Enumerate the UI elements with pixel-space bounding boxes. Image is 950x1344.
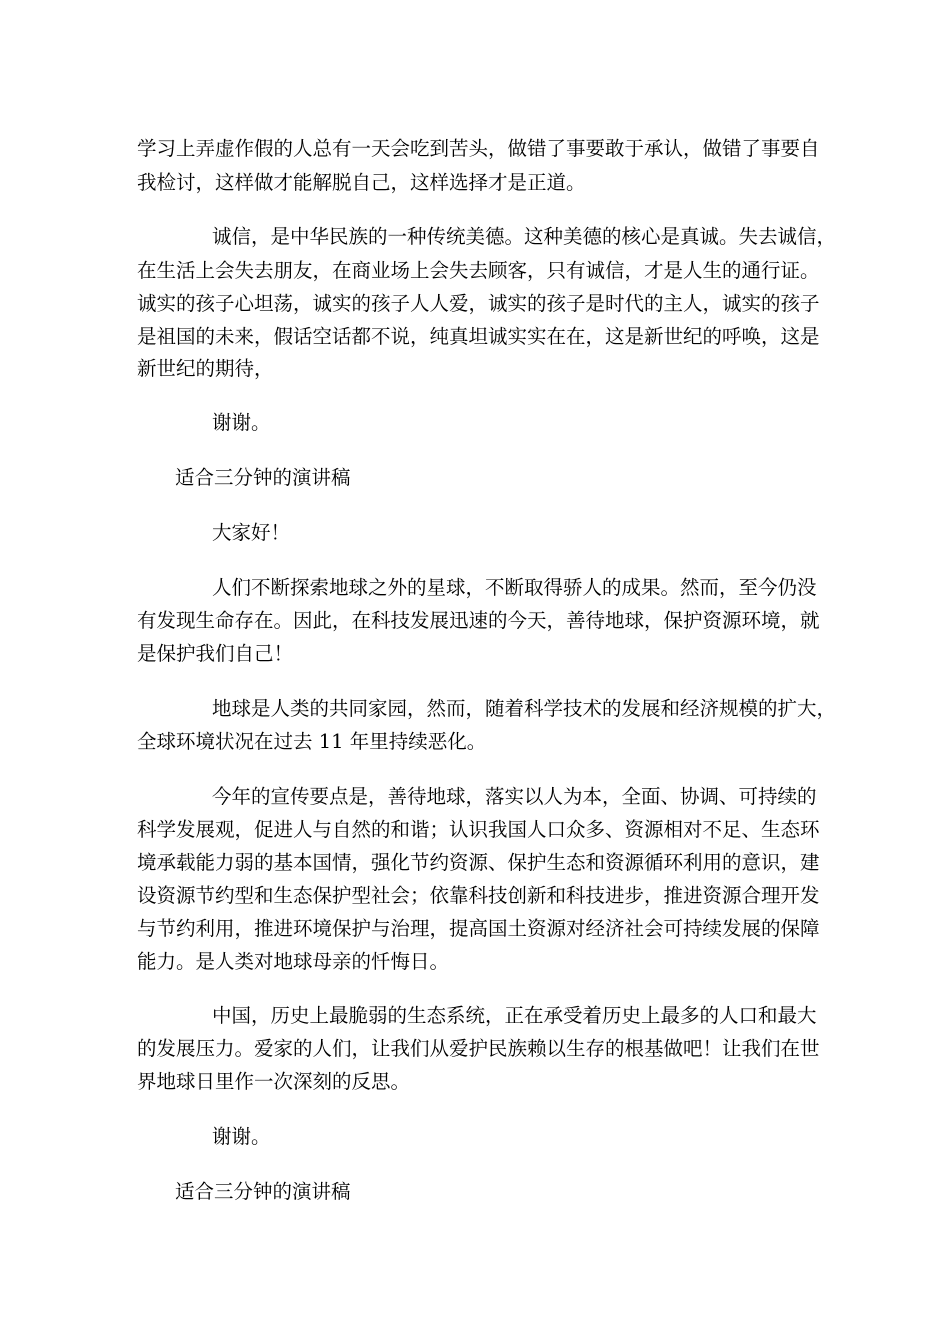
- paragraph-line: 与节约利用，推进环境保护与治理，提高国土资源对经济社会可持续发展的保障: [137, 917, 820, 940]
- paragraph-line: 科学发展观，促进人与自然的和谐；认识我国人口众多、资源相对不足、生态环: [137, 818, 820, 841]
- paragraph-line: 人们不断探索地球之外的星球，不断取得骄人的成果。然而，至今仍没: [212, 576, 817, 599]
- closing-thanks: 谢谢。: [212, 1125, 271, 1148]
- paragraph-line: 诚信，是中华民族的一种传统美德。这种美德的核心是真诚。失去诚信，: [212, 225, 837, 248]
- paragraph-line: 新世纪的期待，: [137, 357, 274, 380]
- paragraph-line: 能力。是人类对地球母亲的忏悔日。: [137, 950, 450, 973]
- paragraph-line: 诚实的孩子心坦荡，诚实的孩子人人爱，诚实的孩子是时代的主人，诚实的孩子: [137, 292, 820, 315]
- paragraph-line: 是祖国的未来，假话空话都不说，纯真坦诚实实在在，这是新世纪的呼唤，这是: [137, 325, 820, 348]
- paragraph-line: 有发现生命存在。因此，在科技发展迅速的今天，善待地球，保护资源环境，就: [137, 609, 820, 632]
- paragraph-line: 中国，历史上最脆弱的生态系统，正在承受着历史上最多的人口和最大: [212, 1004, 817, 1027]
- paragraph-line: 的发展压力。爱家的人们，让我们从爱护民族赖以生存的根基做吧！让我们在世: [137, 1037, 820, 1060]
- paragraph-line: 全球环境状况在过去 11 年里持续恶化。: [137, 730, 487, 753]
- closing-thanks: 谢谢。: [212, 411, 271, 434]
- paragraph-line: 地球是人类的共同家园，然而，随着科学技术的发展和经济规模的扩大，: [212, 697, 837, 720]
- greeting: 大家好！: [212, 521, 291, 544]
- paragraph-line: 境承载能力弱的基本国情，强化节约资源、保护生态和资源循环利用的意识，建: [137, 851, 820, 874]
- paragraph-line: 在生活上会失去朋友，在商业场上会失去顾客，只有诚信，才是人生的通行证。: [137, 259, 820, 282]
- paragraph-line: 设资源节约型和生态保护型社会；依靠科技创新和科技进步，推进资源合理开发: [137, 884, 820, 907]
- section-heading: 适合三分钟的演讲稿: [175, 1180, 351, 1203]
- paragraph-line: 是保护我们自己！: [137, 642, 294, 665]
- paragraph-line: 今年的宣传要点是，善待地球，落实以人为本，全面、协调、可持续的: [212, 785, 817, 808]
- paragraph-line: 界地球日里作一次深刻的反思。: [137, 1070, 411, 1093]
- paragraph-line: 学习上弄虚作假的人总有一天会吃到苦头，做错了事要敢于承认，做错了事要自: [137, 137, 820, 160]
- paragraph-line: 我检讨，这样做才能解脱自己，这样选择才是正道。: [137, 171, 586, 194]
- section-heading: 适合三分钟的演讲稿: [175, 466, 351, 489]
